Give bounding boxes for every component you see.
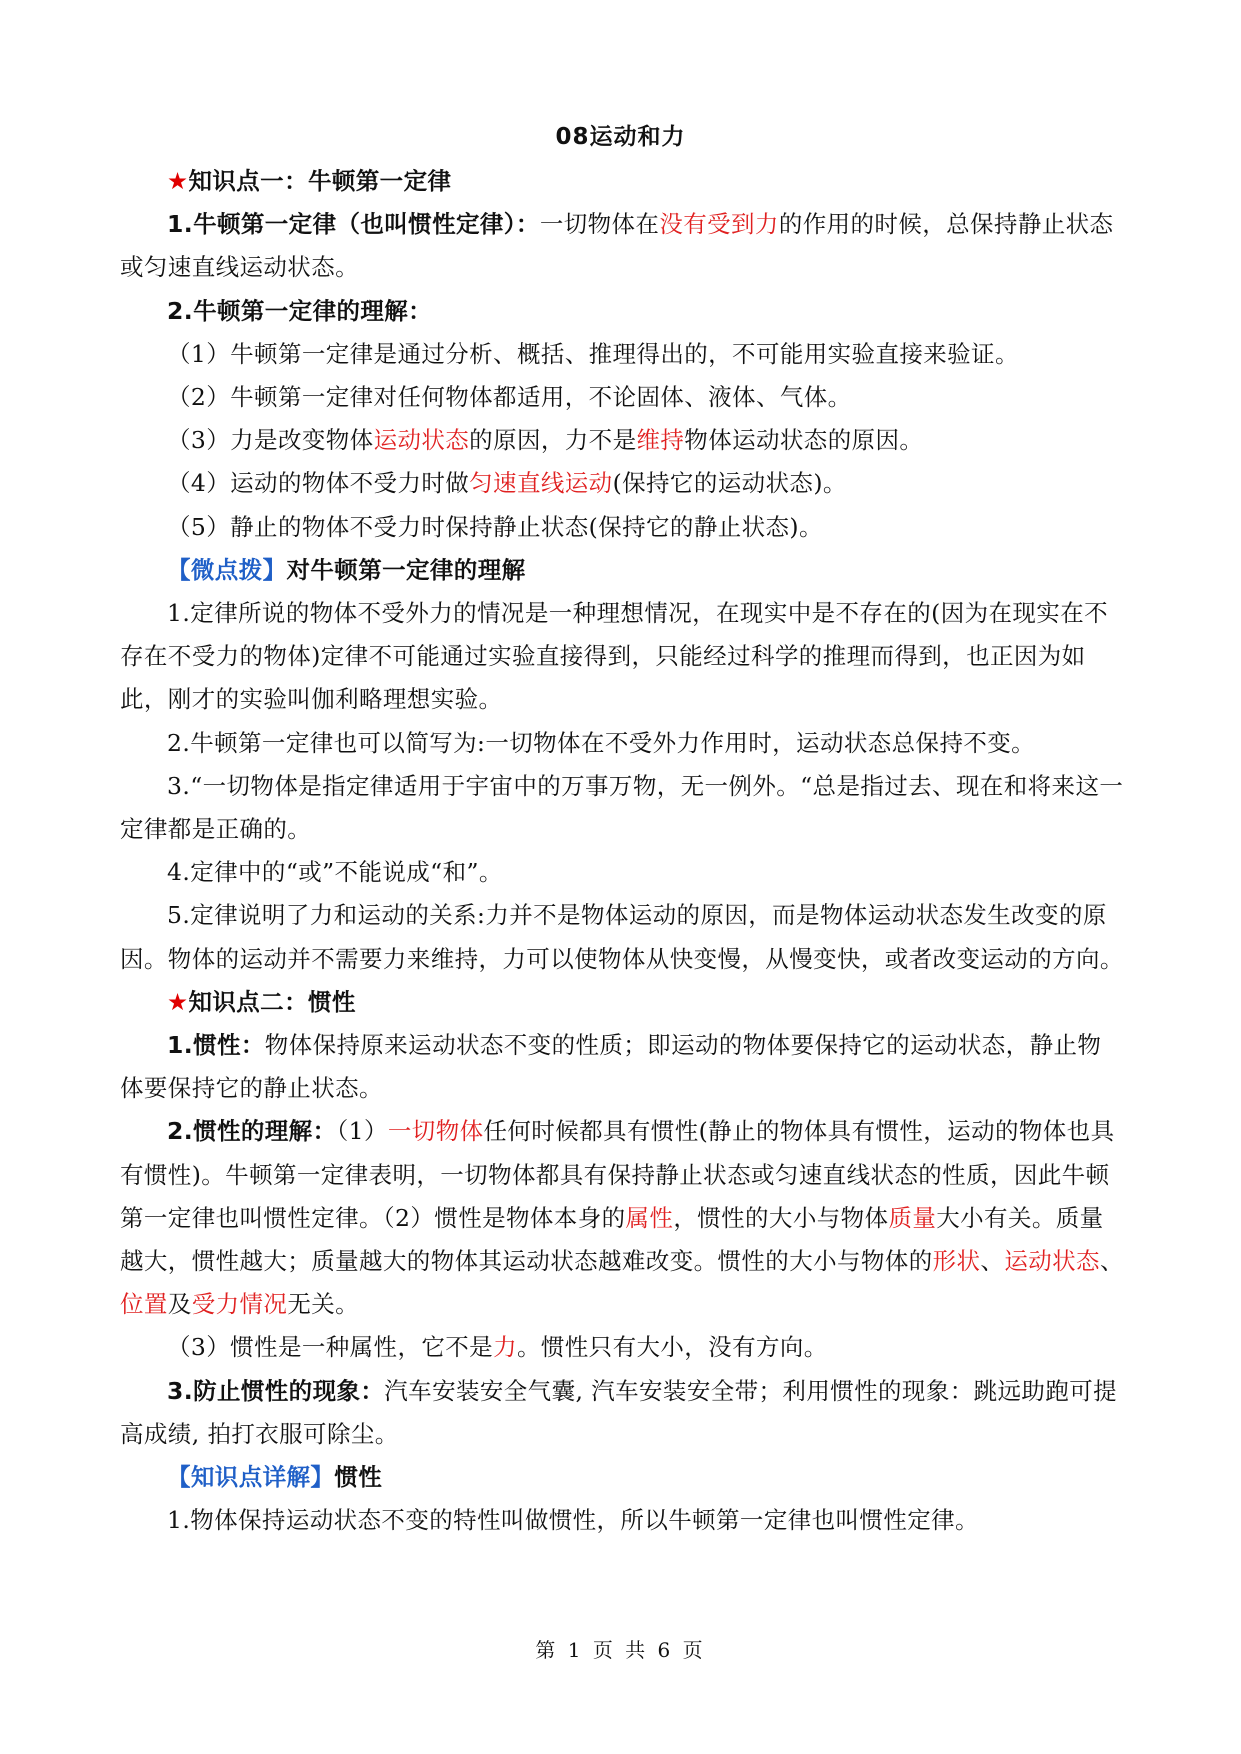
page-title: 08运动和力 xyxy=(555,124,686,150)
list-item: （1）牛顿第一定律是通过分析、概括、推理得出的，不可能用实验直接来验证。 xyxy=(167,339,1019,368)
star-icon: ★ xyxy=(167,167,189,195)
section-heading-detail: 【知识点详解】惯性 xyxy=(167,1463,383,1492)
list-item: （3）惯性是一种属性，它不是力。惯性只有大小，没有方向。 xyxy=(167,1333,828,1362)
list-item: 4.定律中的“或”不能说成“和”。 xyxy=(167,858,503,887)
list-item: 5.定律说明了力和运动的关系:力并不是物体运动的原因，而是物体运动状态发生改变的原因。物体的运动并不需要力来维持，力可以使物体从快变慢，从慢变快，或者改变运动的方向。 xyxy=(120,901,1124,973)
paragraph-inertia-definition: 1.惯性：物体保持原来运动状态不变的性质；即运动的物体要保持它的运动状态，静止物体要保持它的静止状态。 xyxy=(120,1031,1102,1103)
section-heading-inertia: ★知识点二：惯性 xyxy=(167,987,356,1016)
list-item: （2）牛顿第一定律对任何物体都适用，不论固体、液体、气体。 xyxy=(167,383,852,412)
list-item: （5）静止的物体不受力时保持静止状态(保持它的静止状态)。 xyxy=(167,512,823,541)
list-item: 1.定律所说的物体不受外力的情况是一种理想情况，在现实中是不存在的(因为在现实在不存在不受力的物体)定律不可能通过实验直接得到，只能经过科学的推理而得到，也正因为如此，刚才的实验叫伽利略理想实验。 xyxy=(120,599,1108,714)
page-footer: 第 1 页 共 6 页 xyxy=(535,1638,706,1662)
list-item: 2.牛顿第一定律也可以简写为:一切物体在不受外力作用时，运动状态总保持不变。 xyxy=(167,728,1036,757)
list-item: 1.物体保持运动状态不变的特性叫做惯性，所以牛顿第一定律也叫惯性定律。 xyxy=(167,1506,979,1535)
paragraph-newton-law-definition: 1.牛顿第一定律（也叫惯性定律）：一切物体在没有受到力的作用的时候，总保持静止状态或匀速直线运动状态。 xyxy=(120,210,1114,282)
paragraph-inertia-understanding: 2.惯性的理解：（1）一切物体任何时候都具有惯性(静止的物体具有惯性，运动的物体也具有惯性)。牛顿第一定律表明，一切物体都具有保持静止状态或匀速直线状态的性质，因此牛顿第一定律也叫惯性定律。（2）惯性是物体本身的属性，惯性的大小与物体质量大小有关。质量越大，惯性越大；质量越大的物体其运动状态越难改变。惯性的大小与物体的形状、运动状态、位置及受力情况无关。 xyxy=(120,1117,1124,1319)
list-item: 3.“一切物体是指定律适用于宇宙中的万事万物，无一例外。“总是指过去、现在和将来这一定律都是正确的。 xyxy=(120,771,1124,844)
section-heading-newton-first-law: ★知识点一：牛顿第一定律 xyxy=(167,167,452,195)
section-heading-tip: 【微点拨】对牛顿第一定律的理解 xyxy=(167,555,526,584)
paragraph-newton-law-understanding: 2.牛顿第一定律的理解： xyxy=(167,296,433,325)
star-icon: ★ xyxy=(167,987,189,1016)
list-item: （3）力是改变物体运动状态的原因，力不是维持物体运动状态的原因。 xyxy=(167,426,924,455)
document-body xyxy=(120,160,1125,1543)
paragraph-inertia-phenomena: 3.防止惯性的现象：汽车安装安全气囊, 汽车安装安全带；利用惯性的现象：跳远助跑可提高成绩, 拍打衣服可除尘。 xyxy=(120,1376,1118,1448)
list-item: （4）运动的物体不受力时做匀速直线运动(保持它的运动状态)。 xyxy=(167,469,847,498)
